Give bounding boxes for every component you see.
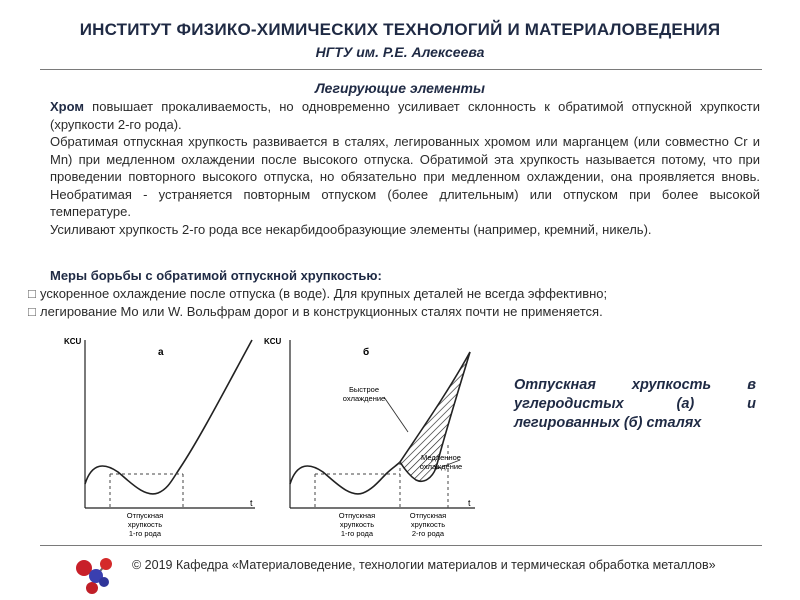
- section-title: Легирующие элементы: [315, 80, 485, 96]
- body-text: [50, 98, 760, 238]
- header-divider: [40, 69, 762, 70]
- charts-area: [0, 320, 800, 550]
- chart-b-panel-label: б: [363, 347, 370, 358]
- chart-a-xlabel: t: [250, 498, 253, 508]
- bullet-icon: □: [28, 286, 36, 301]
- chart-b-slow-label-2: охлаждение: [419, 462, 463, 471]
- paragraph-chromium: [50, 98, 760, 133]
- paragraph-noncarbide: Усиливают хрупкость 2-го рода все некарбидообразующие элементы (например, кремний, никель).: [50, 221, 652, 237]
- chart-b-xlabel: t: [468, 498, 471, 508]
- charts-svg: [0, 320, 800, 550]
- chart-b-zone2-label-3: 2-го рода: [411, 529, 445, 538]
- bullet-icon: □: [28, 303, 36, 319]
- footer-divider: [40, 545, 762, 546]
- measure-text: легирование Mo или W. Вольфрам дорог и в конструкционных сталях почти не применяется.: [40, 303, 603, 319]
- chart-b-fast-pointer: [384, 397, 408, 432]
- chart-b-slow-label-1: Медленное: [421, 453, 461, 462]
- measure-text: ускоренное охлаждение после отпуска (в воде). Для крупных деталей не всегда эффективно;: [40, 286, 608, 301]
- figure-caption: Отпускная хрупкость в углеродистых (а) и легированных (б) сталях: [514, 377, 756, 431]
- chromium-term: Хром: [50, 99, 84, 114]
- paragraph-reversible: Обратимая отпускная хрупкость развивается в сталях, легированных хромом или марганцем (или совместно Cr и Mn) при медленном охлаждении после высокого отпуска. Обратимой эта хрупкость называется потому, что при проведении повторного высокого отпуска, но обязательно при медленном охлаждении, она проявляется вновь. Необратимая - устраняется повторным отпуском (более длительным) или отпуском при более высокой температуре.: [50, 134, 760, 219]
- chart-a-zone-label-2: хрупкость: [127, 520, 163, 529]
- chart-a-panel-label: а: [158, 347, 164, 358]
- header: [0, 20, 800, 60]
- footer-text: © 2019 Кафедра «Материаловедение, технологии материалов и термическая обработка металлов»: [132, 558, 716, 572]
- chart-a-zone-label-1: Отпускная: [126, 511, 164, 520]
- chart-a-curve: [85, 340, 252, 494]
- list-item: [28, 303, 768, 321]
- paragraph-chromium-text: повышает прокаливаемость, но одновременно усиливает склонность к обратимой отпускной хрупкости (хрупкости 2-го рода).: [50, 99, 760, 132]
- chart-b-fast-label-1: Быстрое: [348, 385, 380, 394]
- chart-a-ylabel: KCU: [64, 337, 82, 346]
- institute-title: ИНСТИТУТ ФИЗИКО-ХИМИЧЕСКИХ ТЕХНОЛОГИЙ И МАТЕРИАЛОВЕДЕНИЯ: [79, 20, 721, 39]
- chart-b-base-curve: [290, 462, 400, 494]
- chart-b-ylabel: KCU: [264, 337, 282, 346]
- university-subtitle: НГТУ им. Р.Е. Алексеева: [315, 44, 485, 60]
- measures-title: Меры борьбы с обратимой отпускной хрупкостью:: [50, 268, 382, 283]
- chart-b-zone2-label-1: Отпускная: [409, 511, 447, 520]
- list-item: [28, 285, 768, 303]
- chart-b-zone1-label-3: 1-го рода: [340, 529, 374, 538]
- chart-b-fast-label-2: охлаждение: [342, 394, 386, 403]
- chart-a: [64, 337, 255, 538]
- chart-b-zone1-label-2: хрупкость: [339, 520, 375, 529]
- chart-a-zone-label-3: 1-го рода: [128, 529, 162, 538]
- chart-b-zone1-label-1: Отпускная: [338, 511, 376, 520]
- chart-b: [264, 337, 475, 538]
- chart-b-zone2-label-2: хрупкость: [410, 520, 446, 529]
- molecule-logo-icon: [70, 546, 120, 596]
- measures-list: [28, 285, 768, 320]
